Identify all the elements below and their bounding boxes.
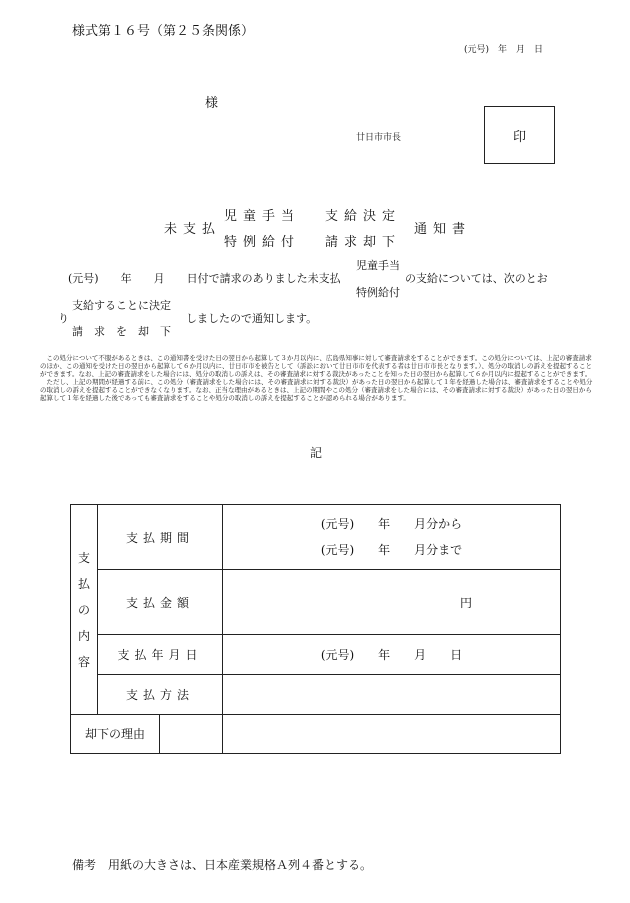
- group-label-char: 払: [77, 576, 90, 591]
- payment-method-label: 支払方法: [98, 675, 223, 715]
- payment-date-value: (元号) 年 月 日: [223, 635, 561, 675]
- body-line-2-tail: しましたので通知します。: [186, 312, 318, 325]
- rejection-label: 却下の理由: [71, 715, 160, 753]
- body-option-top-2: 支給することに決定: [72, 299, 171, 312]
- title-option-bottom-2: 請求却下: [325, 235, 402, 250]
- table-row-date: [71, 635, 561, 675]
- title-option-top-2: 支給決定: [325, 209, 402, 224]
- ki-heading: 記: [310, 446, 323, 460]
- rejection-reason-value: [223, 715, 561, 754]
- body-option-bottom-1: 特例給付: [356, 286, 400, 299]
- payment-method-value: [223, 675, 561, 715]
- appeal-notice: [40, 354, 595, 402]
- period-value: [223, 505, 561, 570]
- body-line-1-tail: の支給については、次のとお: [405, 272, 548, 285]
- group-label-char: 内: [77, 628, 90, 643]
- table-row-method: [71, 675, 561, 715]
- payment-date-label: 支払年月日: [98, 635, 223, 675]
- period-label: 支払期間: [98, 505, 223, 570]
- amount-unit: 円: [459, 595, 472, 610]
- group-label-char: の: [77, 602, 90, 617]
- payment-content-label: [71, 505, 98, 715]
- appeal-notice-paragraph-2: ただし、上記の期間が経過する前に、この処分（審査請求をした場合には、その審査請求に対する裁決）があった日の翌日から起算して１年を経過した場合は、審査請求をすることや処分の取消しの訴えを提起することができなくなります。なお、正当な理由があるときは、上記の期間やこの処分（審査請求をした場合には、その審査請求に対する裁決）があった日の翌日から起算して１年を経過した後であっても審査請求をすることや処分の取消しの訴えを提起することが認められる場合があります。: [40, 378, 593, 402]
- group-label-char: 容: [77, 654, 90, 669]
- seal-box: [484, 106, 555, 164]
- payment-details-table: [70, 504, 561, 754]
- group-label-char: 支: [77, 550, 90, 565]
- addressee-honorific: 様: [205, 96, 219, 111]
- title-option-top-1: 児童手当: [224, 209, 301, 224]
- footer-remark: 備考 用紙の大きさは、日本産業規格Ａ列４番とする。: [72, 858, 373, 872]
- issue-date: (元号) 年 月 日: [464, 45, 544, 55]
- title-prefix: 未支払: [164, 222, 222, 237]
- body-line-2-prefix: り: [58, 312, 69, 325]
- title-option-bottom-1: 特例給付: [224, 235, 301, 250]
- appeal-notice-paragraph-1: この処分について不服があるときは、この通知書を受けた日の翌日から起算して３か月以内に、広島県知事に対して審査請求をすることができます。この処分については、上記の審査請求のほか、この通知を受けた日の翌日から起算して６か月以内に、廿日市市を被告として（訴訟において廿日市市を代表する者は廿日市市長となります。）、処分の取消しの訴えを提起することができます。なお、上記の審査請求をした場合には、処分の取消しの訴えは、その審査請求に対する裁決があったことを知った日の翌日から起算して６か月以内に提起することができます。: [40, 354, 592, 378]
- issuer-title: 廿日市市長: [356, 133, 402, 143]
- table-row-rejection: [71, 715, 561, 754]
- period-from: (元号) 年 月分から: [320, 517, 463, 531]
- rejection-label-cell: [71, 715, 223, 754]
- body-option-bottom-2: 請 求 を 却 下: [72, 325, 171, 338]
- period-to: (元号) 年 月分まで: [320, 543, 463, 557]
- amount-value: [223, 570, 561, 635]
- title-suffix: 通知書: [414, 222, 472, 237]
- body-line-1: (元号) 年 月 日付で請求のありました未支払: [68, 272, 341, 285]
- table-row-amount: [71, 570, 561, 635]
- form-number: 様式第１６号（第２５条関係）: [72, 24, 255, 39]
- body-option-top-1: 児童手当: [356, 259, 400, 272]
- amount-label: 支払金額: [98, 570, 223, 635]
- seal-label: 印: [512, 129, 526, 145]
- table-row-period: [71, 505, 561, 570]
